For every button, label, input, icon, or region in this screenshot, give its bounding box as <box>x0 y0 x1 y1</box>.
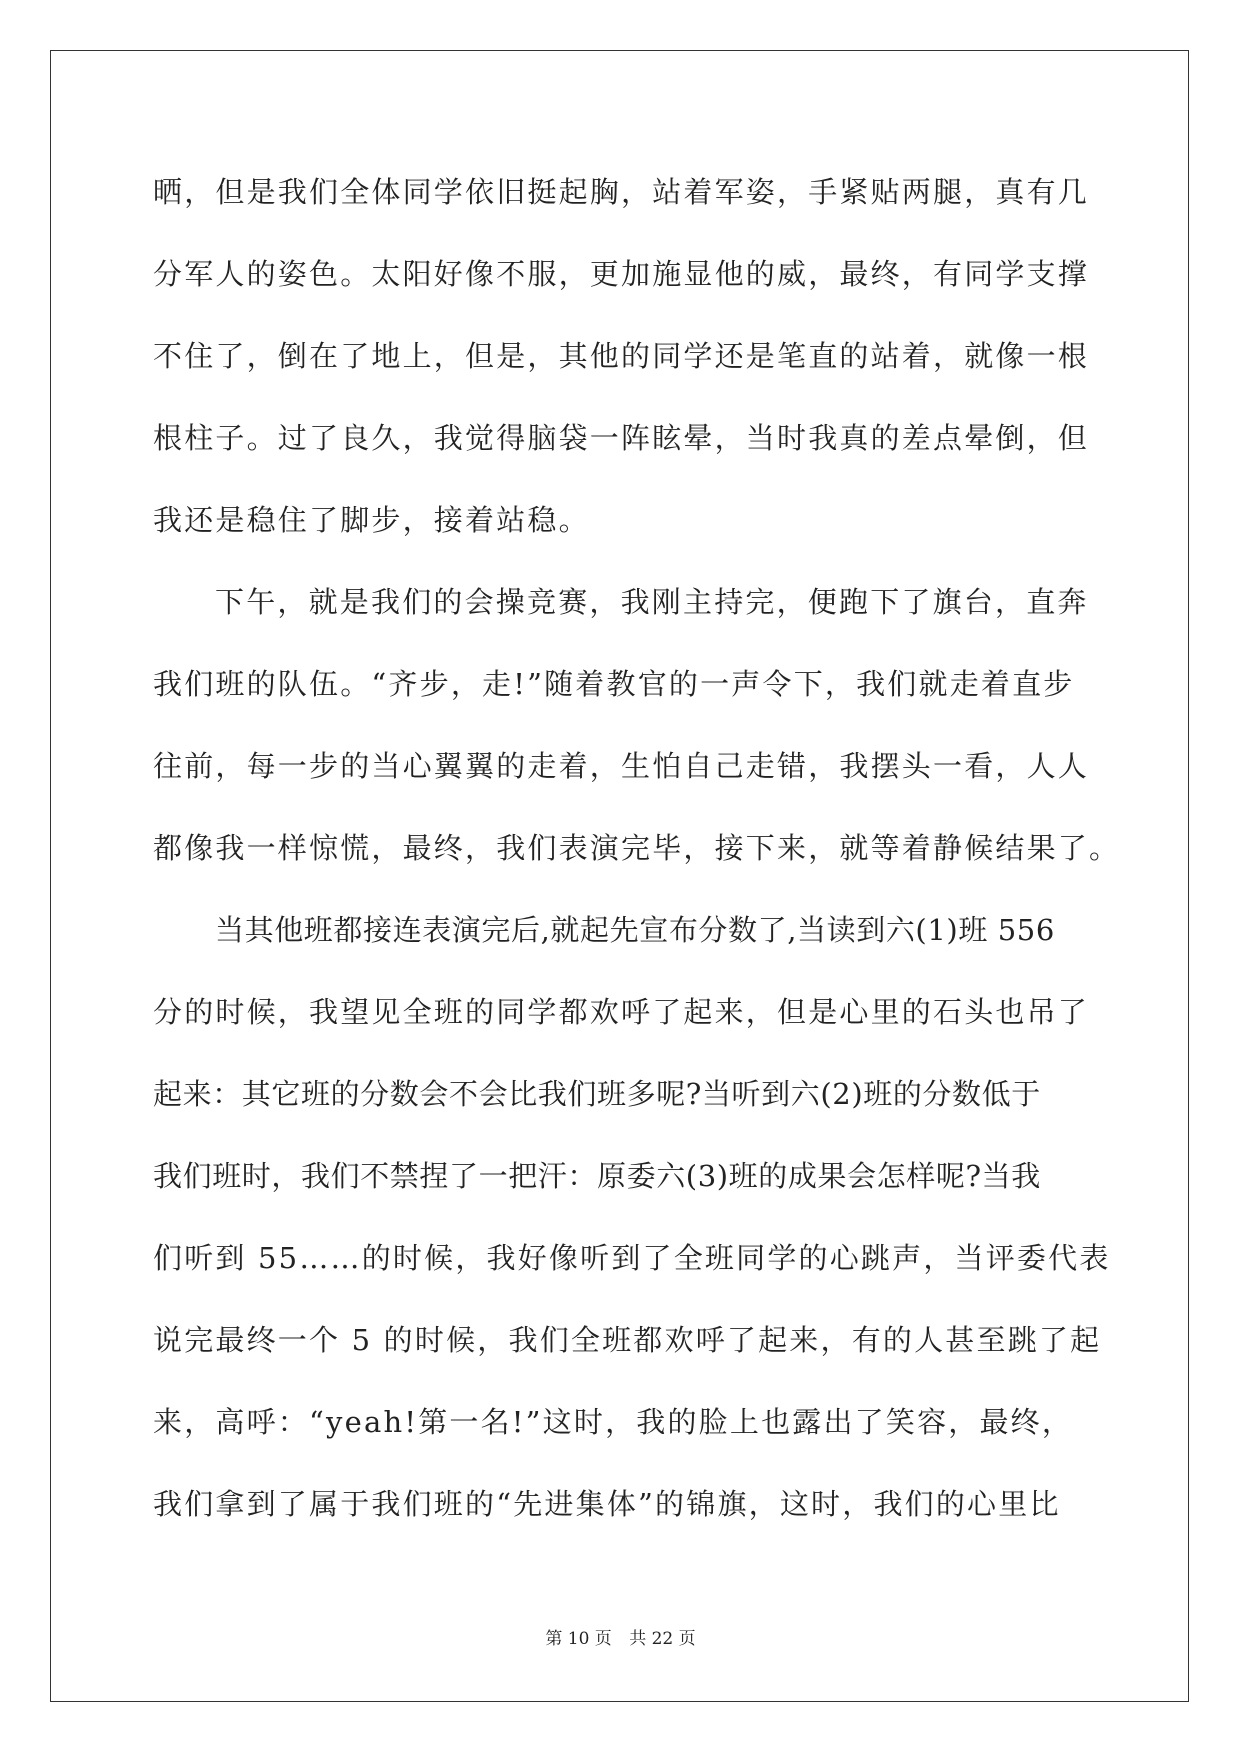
page-total: 共 22 页 <box>629 1629 696 1649</box>
text-line: 我还是稳住了脚步，接着站稳。 <box>153 503 590 537</box>
text-line: 我们拿到了属于我们班的“先进集体”的锦旗，这时，我们的心里比 <box>153 1487 1061 1521</box>
page-number: 第 10 页 <box>545 1629 612 1649</box>
text-line: 不住了，倒在了地上，但是，其他的同学还是笔直的站着，就像一根 <box>153 339 1090 373</box>
text-line: 起来：其它班的分数会不会比我们班多呢?当听到六(2)班的分数低于 <box>153 1077 1041 1111</box>
document-body <box>153 160 1121 1554</box>
text-line: 往前，每一步的当心翼翼的走着，生怕自己走错，我摆头一看，人人 <box>153 749 1090 783</box>
text-line: 当其他班都接连表演完后,就起先宣布分数了,当读到六(1)班 556 <box>215 913 1055 947</box>
text-line: 我们班时，我们不禁捏了一把汗：原委六(3)班的成果会怎样呢?当我 <box>153 1159 1041 1193</box>
page-footer <box>0 1624 1241 1649</box>
text-line: 根柱子。过了良久，我觉得脑袋一阵眩晕，当时我真的差点晕倒，但 <box>153 421 1090 455</box>
text-line: 都像我一样惊慌，最终，我们表演完毕，接下来，就等着静候结果了。 <box>153 831 1121 865</box>
text-line: 下午，就是我们的会操竞赛，我刚主持完，便跑下了旗台，直奔 <box>215 585 1089 619</box>
text-line: 分军人的姿色。太阳好像不服，更加施显他的威，最终，有同学支撑 <box>153 257 1090 291</box>
text-line: 晒，但是我们全体同学依旧挺起胸，站着军姿，手紧贴两腿，真有几 <box>153 175 1090 209</box>
text-line: 我们班的队伍。“齐步，走!”随着教官的一声令下，我们就走着直步 <box>153 667 1075 701</box>
text-line: 来，高呼：“yeah!第一名!”这时，我的脸上也露出了笑容，最终， <box>153 1405 1074 1439</box>
text-line: 说完最终一个 5 的时候，我们全班都欢呼了起来，有的人甚至跳了起 <box>153 1323 1102 1357</box>
text-line: 分的时候，我望见全班的同学都欢呼了起来，但是心里的石头也吊了 <box>153 995 1090 1029</box>
text-line: 们听到 55……的时候，我好像听到了全班同学的心跳声，当评委代表 <box>153 1241 1111 1275</box>
